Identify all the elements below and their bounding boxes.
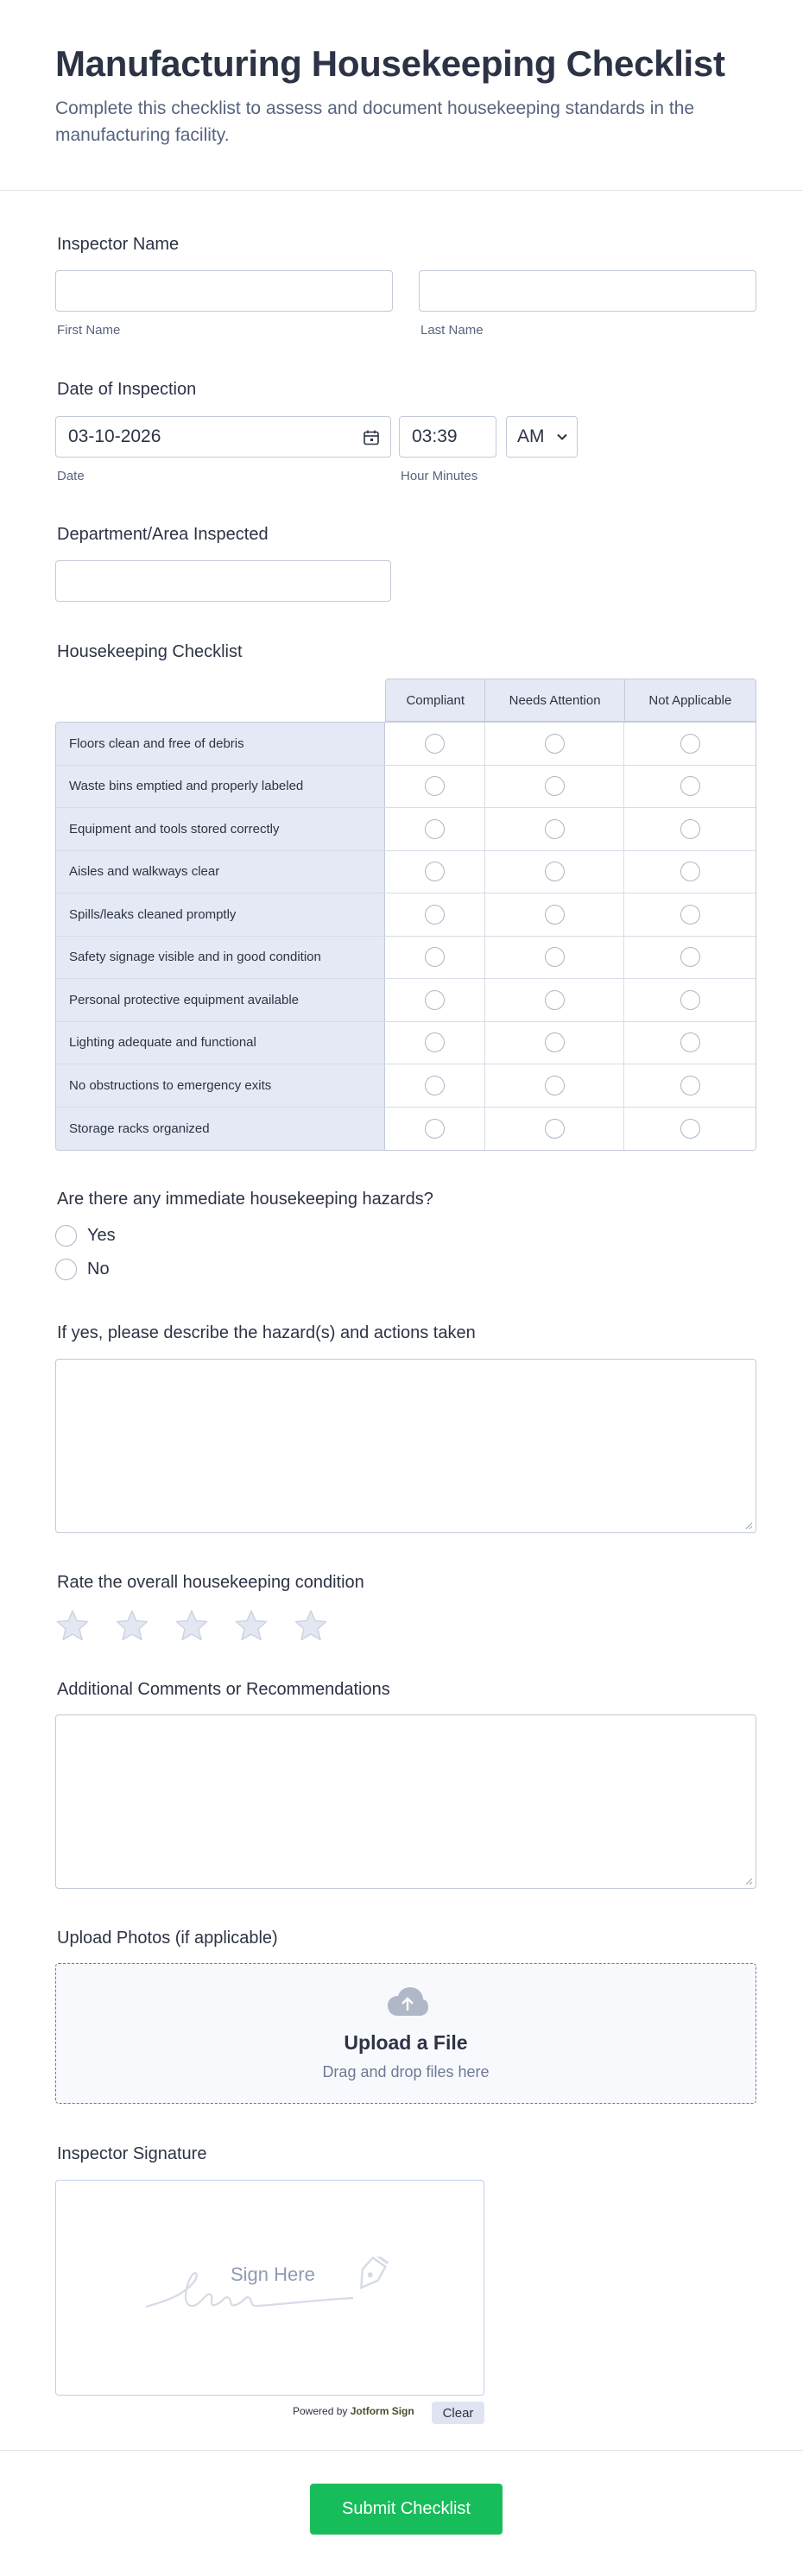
radio-button[interactable] [545,1032,565,1052]
resize-grip-icon[interactable] [744,1521,753,1530]
matrix-cell[interactable] [624,766,756,808]
star-rating[interactable] [55,1608,328,1643]
column-header: Not Applicable [648,692,732,708]
table-row [56,808,756,851]
matrix-cell[interactable] [485,766,625,808]
matrix-cell[interactable] [385,851,485,893]
option-label: Yes [87,1226,116,1245]
footer-divider [0,2450,803,2451]
radio-button[interactable] [425,1119,445,1139]
radio-button[interactable] [680,776,700,796]
radio-button[interactable] [545,776,565,796]
table-row [56,766,756,809]
row-label: No obstructions to emergency exits [56,1064,385,1107]
radio-button[interactable] [545,1076,565,1095]
table-row [56,1022,756,1065]
matrix-cell[interactable] [385,893,485,936]
radio-button[interactable] [425,862,445,881]
star-icon[interactable] [234,1608,269,1643]
option-label: No [87,1260,110,1279]
matrix-cell[interactable] [385,1108,485,1151]
radio-button[interactable] [425,734,445,754]
matrix-cell[interactable] [485,1022,625,1064]
row-label: Personal protective equipment available [56,979,385,1021]
row-label: Spills/leaks cleaned promptly [56,893,385,936]
first-name-input[interactable] [55,270,393,312]
time-sublabel: Hour Minutes [401,469,478,483]
signature-placeholder: Sign Here [231,2263,315,2285]
matrix-cell[interactable] [385,1022,485,1064]
table-row [56,1108,756,1151]
radio-button[interactable] [680,1032,700,1052]
row-label: Aisles and walkways clear [56,851,385,893]
radio-button[interactable] [425,819,445,839]
matrix-cell[interactable] [385,937,485,979]
matrix-cell[interactable] [385,979,485,1021]
radio-button[interactable] [545,905,565,925]
matrix-cell[interactable] [485,851,625,893]
rating-label: Rate the overall housekeeping condition [57,1573,364,1592]
signature-pad[interactable] [55,2180,484,2396]
matrix-cell[interactable] [485,979,625,1021]
radio-button[interactable] [425,1076,445,1095]
describe-hazard-label: If yes, please describe the hazard(s) and actions taken [57,1323,476,1342]
date-value: 03-10-2026 [68,426,161,446]
radio-button[interactable] [680,862,700,881]
upload-title: Upload a File [344,2031,468,2054]
checklist-label: Housekeeping Checklist [57,642,243,661]
radio-button[interactable] [545,990,565,1010]
radio-button[interactable] [680,1076,700,1095]
row-label: Safety signage visible and in good condition [56,937,385,979]
department-input[interactable] [55,560,391,602]
matrix-cell[interactable] [485,1064,625,1107]
row-label: Floors clean and free of debris [56,723,385,765]
star-icon[interactable] [294,1608,328,1643]
matrix-cell[interactable] [624,1064,756,1107]
calendar-icon[interactable] [363,429,380,446]
powered-brand: Jotform Sign [350,2405,414,2417]
matrix-cell[interactable] [485,723,625,765]
time-input[interactable]: 03:39 [399,416,496,458]
radio-button[interactable] [425,1032,445,1052]
powered-by [293,2405,414,2417]
radio-button[interactable] [425,990,445,1010]
date-of-inspection-label: Date of Inspection [57,380,197,399]
matrix-cell[interactable] [624,808,756,850]
department-label: Department/Area Inspected [57,525,269,544]
upload-label: Upload Photos (if applicable) [57,1929,278,1948]
matrix-cell[interactable] [385,1064,485,1107]
matrix-cell[interactable] [485,1108,625,1151]
matrix-cell[interactable] [624,1108,756,1151]
chevron-down-icon [556,432,568,441]
radio-button[interactable] [545,1119,565,1139]
table-row [56,979,756,1022]
column-header: Needs Attention [485,679,624,721]
matrix-header [385,679,756,722]
ampm-value: AM [517,426,545,446]
matrix-cell[interactable] [485,937,625,979]
radio-button[interactable] [545,862,565,881]
describe-hazard-textarea[interactable] [55,1359,756,1533]
table-row [56,893,756,937]
ampm-select[interactable] [506,416,578,458]
form-header [0,0,803,191]
star-icon[interactable] [55,1608,90,1643]
comments-textarea[interactable] [55,1714,756,1889]
first-name-sublabel: First Name [57,323,121,338]
last-name-input[interactable] [419,270,756,312]
matrix-cell[interactable] [485,808,625,850]
star-icon[interactable] [174,1608,209,1643]
row-label: Storage racks organized [56,1108,385,1151]
row-label: Waste bins emptied and properly labeled [56,766,385,808]
hazards-label: Are there any immediate housekeeping hazards? [57,1190,433,1209]
cloud-upload-icon [386,1986,429,2017]
radio-button[interactable] [680,1119,700,1139]
table-row [56,1064,756,1108]
upload-subtitle: Drag and drop files here [322,2063,490,2080]
radio-button[interactable] [680,734,700,754]
submit-button[interactable]: Submit Checklist [310,2484,503,2535]
table-row [56,937,756,980]
radio-button[interactable] [425,776,445,796]
row-label: Equipment and tools stored correctly [56,808,385,850]
radio-button[interactable] [425,947,445,967]
comments-label: Additional Comments or Recommendations [57,1680,390,1699]
matrix-cell[interactable] [624,723,756,765]
signature-label: Inspector Signature [57,2144,207,2163]
table-row [56,723,756,766]
clear-signature-button[interactable]: Clear [432,2402,484,2424]
matrix-cell[interactable] [385,808,485,850]
table-row [56,851,756,894]
form-title: Manufacturing Housekeeping Checklist [55,43,725,84]
matrix-cell[interactable] [385,766,485,808]
radio-button[interactable] [55,1225,77,1247]
matrix-cell[interactable] [624,1022,756,1064]
inspector-name-label: Inspector Name [57,235,180,254]
form-description: Complete this checklist to assess and document housekeeping standards in the manufacturing facility. [55,98,695,145]
radio-button[interactable] [55,1259,77,1280]
matrix-cell[interactable] [485,893,625,936]
matrix-cell[interactable] [385,723,485,765]
matrix-cell[interactable] [624,979,756,1021]
resize-grip-icon[interactable] [744,1877,753,1885]
radio-button[interactable] [680,905,700,925]
matrix-cell[interactable] [624,851,756,893]
radio-button[interactable] [425,905,445,925]
radio-button[interactable] [680,947,700,967]
row-label: Lighting adequate and functional [56,1022,385,1064]
star-icon[interactable] [115,1608,149,1643]
radio-button[interactable] [545,819,565,839]
last-name-sublabel: Last Name [420,323,484,338]
hazard-option-yes[interactable] [55,1225,116,1247]
radio-button[interactable] [545,734,565,754]
date-input[interactable] [55,416,391,458]
radio-button[interactable] [680,990,700,1010]
hazard-option-no[interactable] [55,1259,110,1280]
matrix-cell[interactable] [624,893,756,936]
date-sublabel: Date [57,469,85,483]
signature-scribble-icon [146,2257,405,2317]
matrix-rows [55,722,756,1151]
file-upload-dropzone[interactable] [55,1963,756,2104]
column-header: Compliant [386,679,485,721]
radio-button[interactable] [680,819,700,839]
powered-prefix: Powered by [293,2405,348,2417]
matrix-cell[interactable] [624,937,756,979]
radio-button[interactable] [545,947,565,967]
